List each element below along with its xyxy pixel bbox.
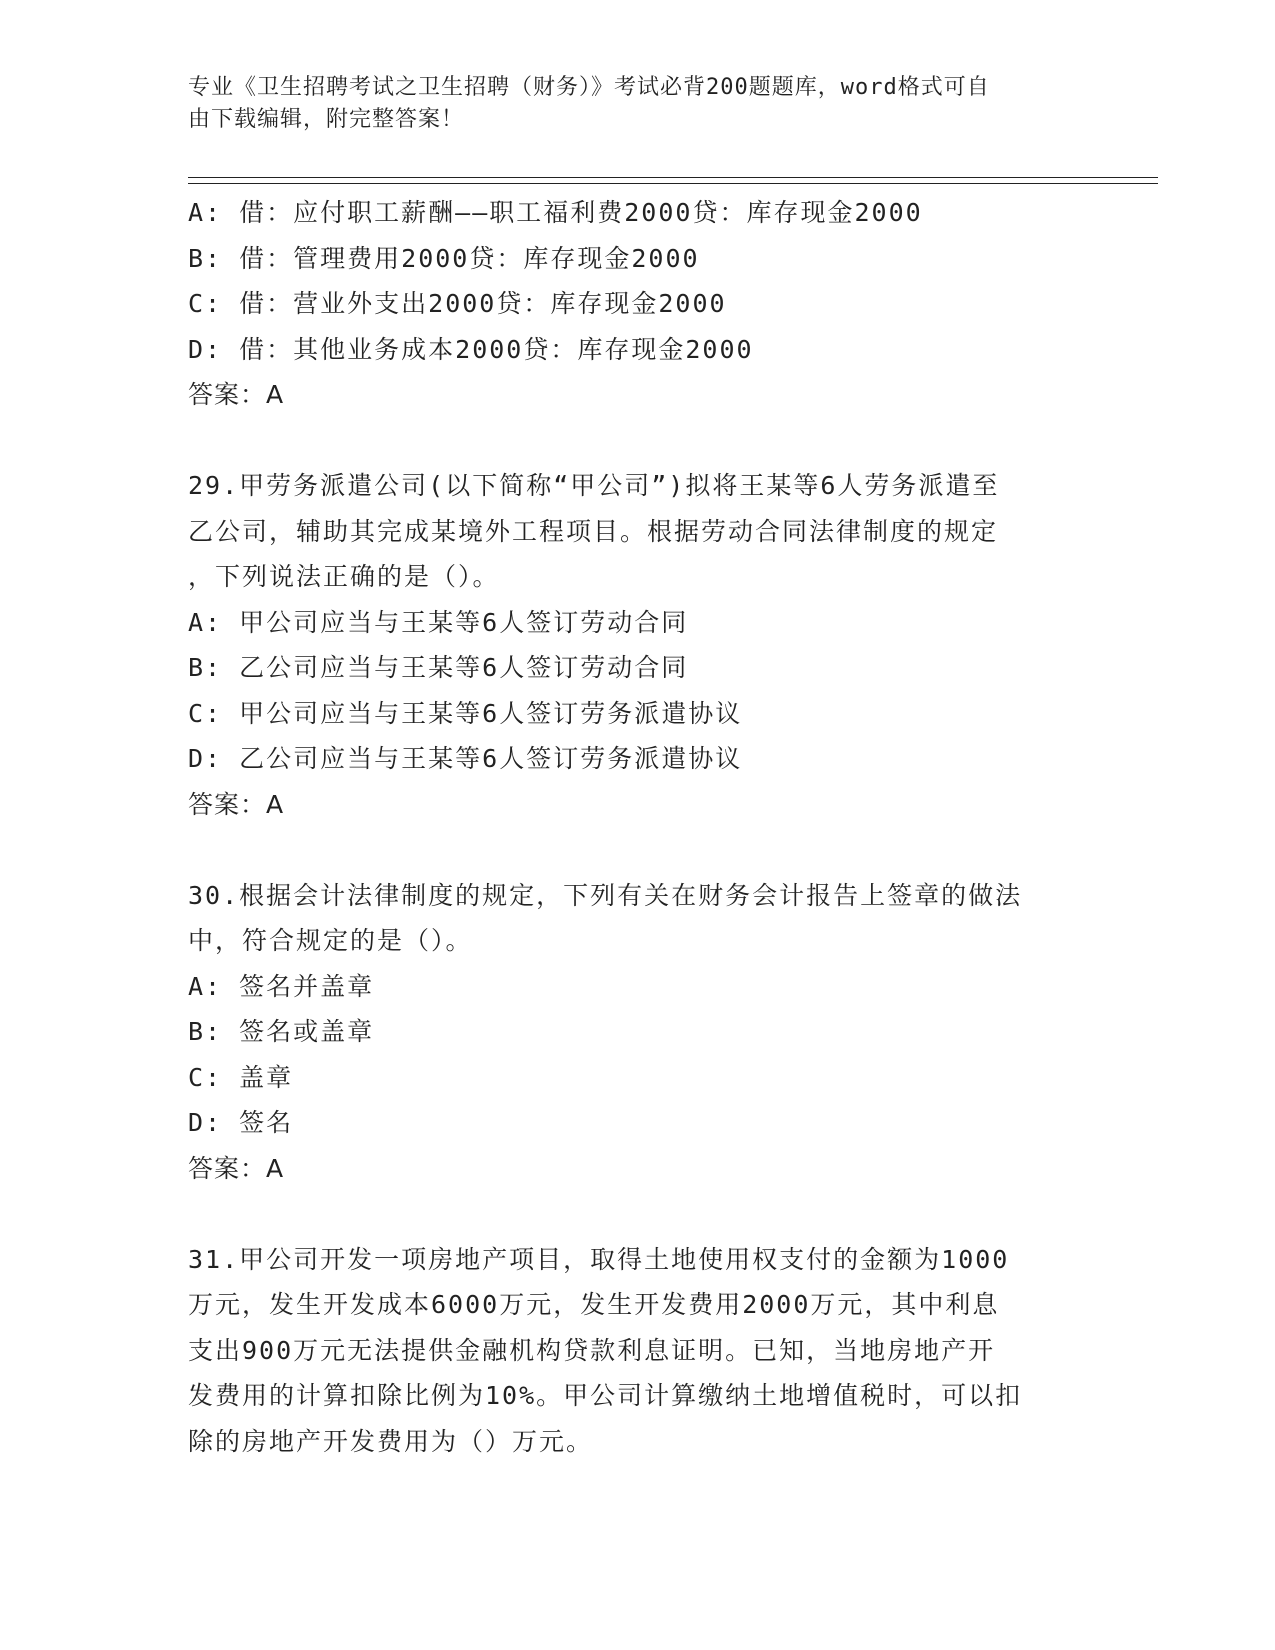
option-c: C: 盖章 [188, 1062, 294, 1092]
option-a: A: 甲公司应当与王某等6人签订劳动合同 [188, 607, 689, 637]
option-b: B: 乙公司应当与王某等6人签订劳动合同 [188, 653, 689, 682]
question-stem: 乙公司，辅助其完成某境外工程项目。根据劳动合同法律制度的规定 [188, 516, 999, 546]
question-list [188, 190, 1088, 1464]
option-b: B: 借：管理费用2000贷：库存现金2000 [188, 243, 700, 273]
question-stem: ，下列说法正确的是（）。 [188, 562, 500, 591]
answer: 答案：A [188, 380, 285, 409]
question-stem: 29.甲劳务派遣公司(以下简称“甲公司”)拟将王某等6人劳务派遣至 [188, 471, 1000, 500]
question-stem: 发费用的计算扣除比例为10%。甲公司计算缴纳土地增值税时，可以扣 [188, 1381, 1023, 1410]
answer: 答案：A [188, 1153, 285, 1183]
question-29 [188, 463, 1088, 827]
document-header [188, 72, 1068, 136]
option-a: A: 签名并盖章 [188, 971, 375, 1001]
option-c: C: 借：营业外支出2000贷：库存现金2000 [188, 289, 727, 318]
question-stem: 31.甲公司开发一项房地产项目，取得土地使用权支付的金额为1000 [188, 1244, 1010, 1274]
option-c: C: 甲公司应当与王某等6人签订劳务派遣协议 [188, 698, 743, 728]
question-28 [188, 190, 1088, 418]
question-stem: 万元，发生开发成本6000万元，发生开发费用2000万元，其中利息 [188, 1290, 1000, 1319]
question-31 [188, 1237, 1088, 1465]
question-30 [188, 873, 1088, 1192]
option-d: D: 签名 [188, 1108, 294, 1137]
spacer [188, 1191, 1088, 1237]
option-d: D: 借：其他业务成本2000贷：库存现金2000 [188, 334, 754, 364]
header-title-line-2: 由下载编辑，附完整答案！ [188, 107, 465, 132]
option-d: D: 乙公司应当与王某等6人签订劳务派遣协议 [188, 744, 743, 773]
header-divider [188, 177, 1158, 184]
spacer [188, 418, 1088, 464]
question-stem: 除的房地产开发费用为（）万元。 [188, 1426, 594, 1456]
answer: 答案：A [188, 789, 285, 819]
spacer [188, 827, 1088, 873]
question-stem: 30.根据会计法律制度的规定，下列有关在财务会计报告上签章的做法 [188, 880, 1023, 910]
header-title-line-1: 专业《卫生招聘考试之卫生招聘（财务）》考试必背200题题库，word格式可自 [188, 75, 990, 100]
option-a: A: 借：应付职工薪酬——职工福利费2000贷：库存现金2000 [188, 198, 923, 227]
question-stem: 中，符合规定的是（）。 [188, 926, 473, 955]
question-stem: 支出900万元无法提供金融机构贷款利息证明。已知，当地房地产开 [188, 1335, 996, 1365]
option-b: B: 签名或盖章 [188, 1017, 375, 1046]
